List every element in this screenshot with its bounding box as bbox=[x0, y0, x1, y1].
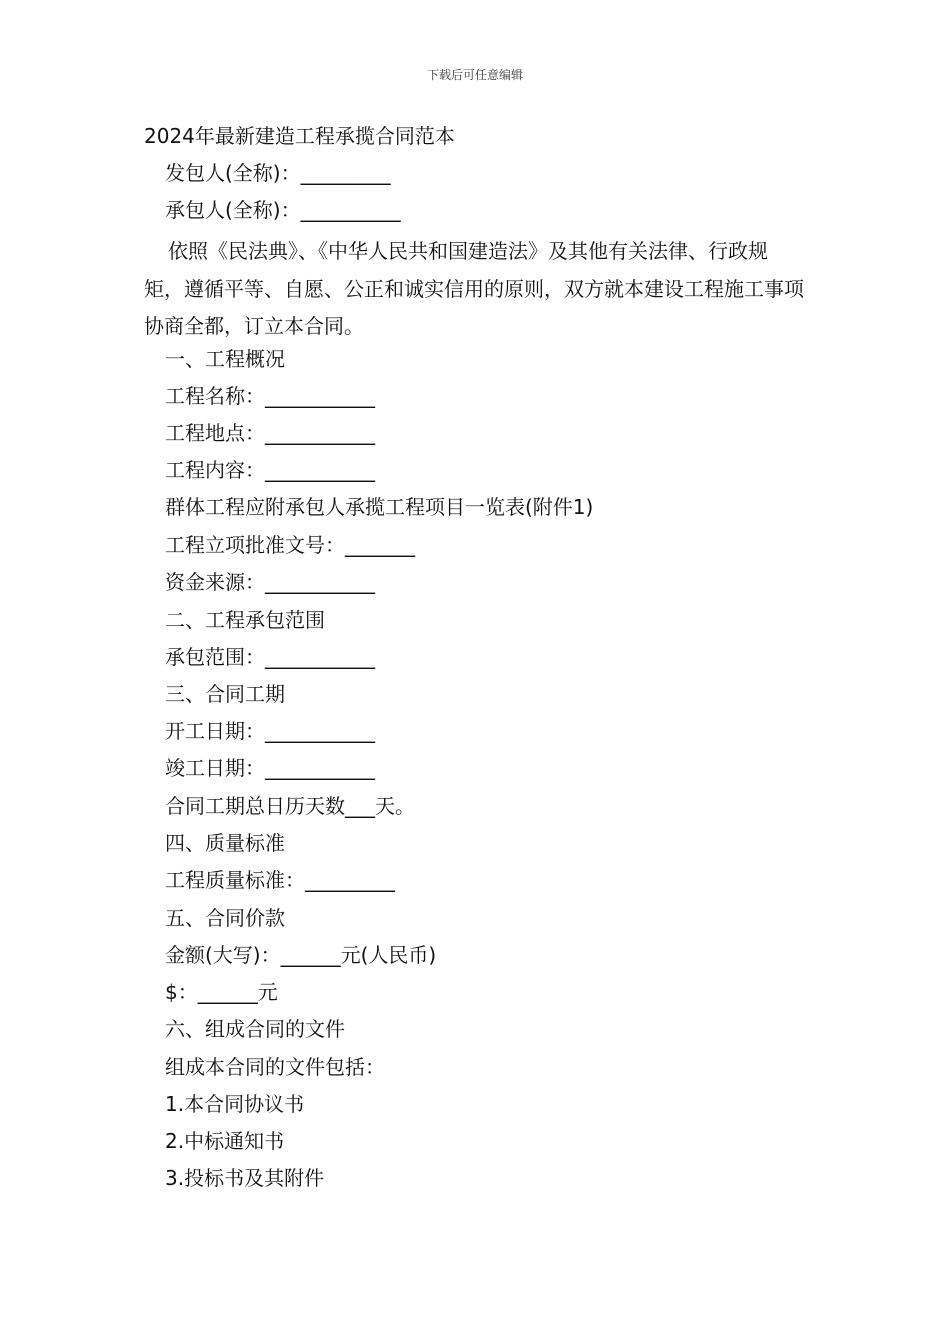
document-item: 1.本合同协议书 bbox=[165, 1092, 305, 1116]
intro-paragraph bbox=[144, 233, 806, 346]
quality-standard-line: 工程质量标准：_________ bbox=[165, 868, 395, 892]
section-heading: 四、质量标准 bbox=[165, 831, 285, 855]
intro-paragraph-text: 依照《民法典》、《中华人民共和国建造法》及其他有关法律、行政规矩，遵循平等、自愿、公正和诚实信用的原则，双方就本建设工程施工事项协商全都，订立本合同。 bbox=[144, 239, 804, 338]
approval-number-line: 工程立项批准文号：_______ bbox=[165, 533, 415, 557]
funding-source-line: 资金来源：___________ bbox=[165, 570, 375, 594]
total-days-line: 合同工期总日历天数___天。 bbox=[165, 794, 415, 818]
project-location-line: 工程地点：___________ bbox=[165, 421, 375, 445]
scope-line: 承包范围：___________ bbox=[165, 645, 375, 669]
page-header: 下载后可任意编辑 bbox=[426, 68, 523, 82]
amount-dollar-line: $：______元 bbox=[165, 980, 278, 1004]
completion-date-line: 竣工日期：___________ bbox=[165, 756, 375, 780]
document-title: 2024年最新建造工程承揽合同范本 bbox=[144, 124, 455, 148]
contractor-issuer-line: 发包人(全称)：_________ bbox=[165, 161, 391, 185]
contractor-receiver-line: 承包人(全称)：__________ bbox=[165, 198, 401, 222]
project-name-line: 工程名称：___________ bbox=[165, 384, 375, 408]
section-heading: 三、合同工期 bbox=[165, 682, 285, 706]
section-heading: 五、合同价款 bbox=[165, 906, 285, 930]
documents-intro-line: 组成本合同的文件包括： bbox=[165, 1055, 385, 1079]
project-content-line: 工程内容：___________ bbox=[165, 458, 375, 482]
section-heading: 六、组成合同的文件 bbox=[165, 1017, 345, 1041]
section-heading: 二、工程承包范围 bbox=[165, 608, 325, 632]
attachment-note-line: 群体工程应附承包人承揽工程项目一览表(附件1) bbox=[165, 495, 594, 519]
start-date-line: 开工日期：___________ bbox=[165, 719, 375, 743]
amount-words-line: 金额(大写)：______元(人民币) bbox=[165, 943, 437, 967]
document-item: 2.中标通知书 bbox=[165, 1129, 285, 1153]
section-heading: 一、工程概况 bbox=[165, 347, 285, 371]
document-item: 3.投标书及其附件 bbox=[165, 1166, 325, 1190]
